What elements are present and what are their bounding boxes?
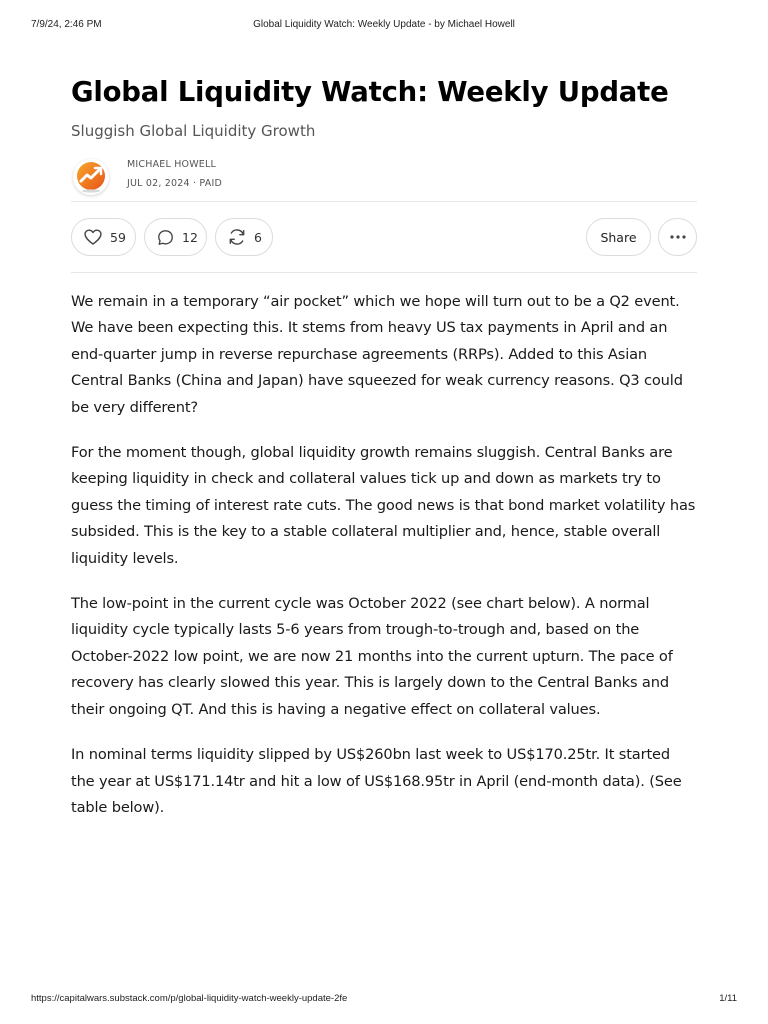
print-document-title: Global Liquidity Watch: Weekly Update - by Michael Howell bbox=[253, 19, 515, 30]
share-button[interactable] bbox=[586, 218, 651, 256]
comment-button[interactable] bbox=[144, 218, 207, 256]
divider-bottom bbox=[71, 272, 697, 273]
comment-bubble-icon bbox=[156, 228, 175, 247]
article-subtitle: Sluggish Global Liquidity Growth bbox=[71, 122, 316, 140]
body-paragraph: In nominal terms liquidity slipped by US$260bn last week to US$170.25tr. It started the year at US$171.14tr and hit a low of US$168.95tr in April (end-month data). (See table below). bbox=[71, 746, 682, 816]
publish-date: JUL 02, 2024 · PAID bbox=[127, 178, 222, 189]
author-name[interactable]: MICHAEL HOWELL bbox=[127, 159, 216, 170]
restack-arrows-icon bbox=[227, 227, 247, 247]
share-label: Share bbox=[600, 229, 637, 245]
more-options-button[interactable] bbox=[658, 218, 697, 256]
print-url[interactable]: https://capitalwars.substack.com/p/global-liquidity-watch-weekly-update-2fe bbox=[31, 993, 348, 1004]
article-body bbox=[71, 289, 697, 821]
restack-count: 6 bbox=[254, 229, 262, 245]
ellipsis-icon bbox=[669, 234, 687, 240]
byline bbox=[71, 159, 697, 201]
restack-button[interactable] bbox=[215, 218, 273, 256]
body-paragraph: The low-point in the current cycle was October 2022 (see chart below). A normal liquidity cycle typically lasts 5-6 years from trough-to-trough and, based on the October-2022 low point, we are now 21 months into the current upturn. The pace of recovery has clearly slowed this year. This is largely down to the Central Banks and their ongoing QT. And this is having a negative effect on collateral values. bbox=[71, 595, 673, 718]
like-count: 59 bbox=[110, 229, 126, 245]
avatar-logo-icon bbox=[73, 159, 109, 195]
page-number: 1/11 bbox=[719, 993, 737, 1004]
article bbox=[71, 72, 697, 840]
comment-count: 12 bbox=[182, 229, 198, 245]
body-paragraph: We remain in a temporary “air pocket” which we hope will turn out to be a Q2 event. We have been expecting this. It stems from heavy US tax payments in April and an end-quarter jump in reverse repurchase agreements (RRPs). Added to this Asian Central Banks (China and Japan) have squeezed for weak currency reasons. Q3 could be very different? bbox=[71, 293, 683, 416]
print-header bbox=[0, 19, 768, 33]
print-datetime: 7/9/24, 2:46 PM bbox=[31, 19, 102, 30]
article-title: Global Liquidity Watch: Weekly Update bbox=[71, 76, 669, 108]
author-avatar[interactable] bbox=[73, 159, 109, 195]
action-bar bbox=[71, 202, 697, 272]
print-footer bbox=[0, 993, 768, 1007]
like-button[interactable] bbox=[71, 218, 136, 256]
heart-icon bbox=[83, 227, 103, 247]
body-paragraph: For the moment though, global liquidity growth remains sluggish. Central Banks are keeping liquidity in check and collateral values tick up and down as markets try to guess the timing of interest rate cuts. The good news is that bond market volatility has subsided. This is the key to a stable collateral multiplier and, hence, stable overall liquidity levels. bbox=[71, 444, 696, 567]
